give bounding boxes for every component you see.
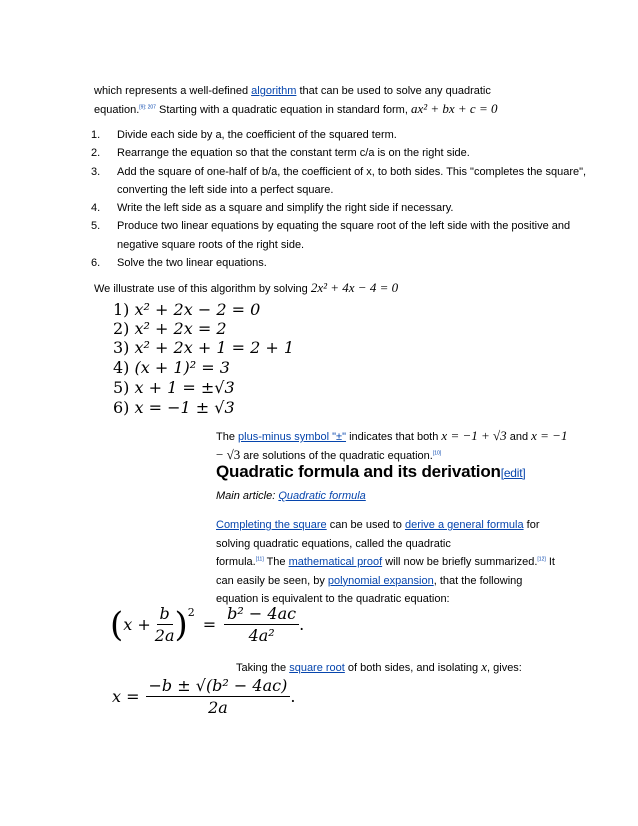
worked-step-1: 1) x² + 2x − 2 = 0	[113, 300, 261, 319]
intro-line-2: equation.$^{[9]: 207}$ Starting with a quadratic equation in standard form, ax² + bx + c = 0	[94, 101, 498, 116]
list-item: 5. Produce two linear equations by equating the square root of the left side with the positive and negative square roots of the right side.	[91, 220, 571, 251]
main-article-note: Main article: Quadratic formula	[216, 490, 366, 502]
mathematical-proof-link[interactable]: mathematical proof	[288, 556, 383, 568]
algorithm-link[interactable]: algorithm	[251, 85, 297, 97]
plus-minus-link[interactable]: plus-minus symbol "±"	[238, 431, 347, 443]
citation-12[interactable]: [12]	[537, 556, 546, 563]
illustrate-paragraph: We illustrate use of this algorithm by solving 2x² + 4x − 4 = 0	[94, 280, 399, 295]
worked-step-3: 3) x² + 2x + 1 = 2 + 1	[113, 338, 295, 357]
citation-11[interactable]: [11]	[255, 556, 264, 563]
list-item: 6. Solve the two linear equations.	[91, 257, 267, 270]
list-item: 1. Divide each side by a, the coefficient of the squared term.	[91, 129, 397, 141]
standard-form-equation: ax² + bx + c = 0	[410, 101, 498, 116]
algorithm-steps	[91, 126, 587, 272]
plusminus-paragraph: The plus-minus symbol "±" indicates that both x = −1 + √3 and x = −1 − √3 are solutions of the quadratic equation.[10]	[216, 428, 568, 462]
example-equation: 2x² + 4x − 4 = 0	[310, 280, 399, 295]
worked-step-2: 2) x² + 2x = 2	[113, 319, 227, 338]
completing-square-link[interactable]: Completing the square	[216, 519, 327, 531]
list-item: 3. Add the square of one-half of b/a, the coefficient of x, to both sides. This "completes the square", converting the left side into a perfect square.	[91, 165, 587, 196]
square-root-link[interactable]: square root	[289, 662, 345, 674]
worked-step-4: 4) (x + 1)² = 3	[113, 358, 230, 377]
citation-10[interactable]: [10]	[432, 450, 442, 457]
edit-link[interactable]: [edit]	[500, 466, 526, 480]
list-item: 2. Rearrange the equation so that the constant term c/a is on the right side.	[91, 147, 470, 160]
completed-square-equation: ( x + $\frac{b}{2a}$ ) 2 = $\frac{\text{b² − 4ac}}{\text{4a²}}$ .	[110, 604, 305, 645]
section-heading: Quadratic formula and its derivation[edit]	[216, 462, 526, 481]
polynomial-expansion-link[interactable]: polynomial expansion	[327, 574, 434, 587]
quadratic-formula-equation: x = $\frac{\text{−b ± √(b² − 4ac)}}{2a}$ .	[112, 676, 296, 717]
derive-formula-link[interactable]: derive a general formula	[404, 519, 524, 531]
intro-line-1: which represents a well-defined algorithm that can be used to solve any quadratic	[94, 85, 491, 97]
citation-9[interactable]: [9]: 207	[139, 104, 156, 111]
intro-paragraph	[94, 83, 574, 119]
worked-step-6: 6) x = −1 ± √3	[113, 398, 235, 417]
list-item: 4. Write the left side as a square and simplify the right side if necessary.	[91, 202, 454, 215]
worked-step-5: 5) x + 1 = ±√3	[113, 378, 235, 397]
quadratic-formula-link[interactable]: Quadratic formula	[278, 490, 366, 502]
derivation-paragraph: Completing the square can be used to derive a general formula for solving quadratic equations, called the quadratic formula.[11] The mathematical proof will now be briefly summarized.[12] It can easily be seen, by polynomial expansion, that the following equation is equivalent to the quadratic equation:	[216, 519, 555, 605]
taking-paragraph: Taking the square root of both sides, and isolating x, gives:	[236, 659, 522, 674]
